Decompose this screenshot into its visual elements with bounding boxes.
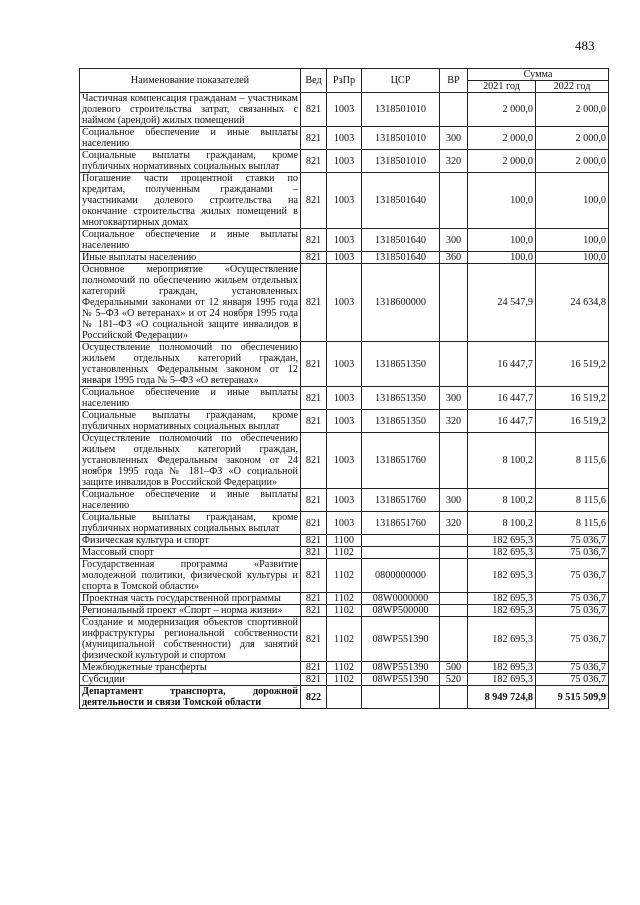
row-rzpr: 1003: [327, 93, 362, 127]
row-csr: 08W0000000: [362, 593, 440, 605]
row-rzpr: 1102: [327, 674, 362, 686]
row-name: Социальные выплаты гражданам, кроме публичных нормативных социальных выплат: [80, 150, 301, 173]
row-csr: 08WP551390: [362, 662, 440, 674]
row-name: Создание и модернизация объектов спортивной инфраструктуры региональной собственности (муниципальной собственности) для занятий физической культурой и спортом: [80, 617, 301, 662]
row-sum-2022: 16 519,2: [536, 387, 609, 410]
table-row: [80, 605, 609, 617]
row-sum-2022: 8 115,6: [536, 433, 609, 489]
row-ved: 821: [301, 674, 327, 686]
row-name: Департамент транспорта, дорожной деятельности и связи Томской области: [80, 686, 301, 709]
row-name: Проектная часть государственной программы: [80, 593, 301, 605]
row-ved: 821: [301, 512, 327, 535]
row-sum-2022: 75 036,7: [536, 605, 609, 617]
row-rzpr: 1100: [327, 535, 362, 547]
header-2022: 2022 год: [536, 81, 609, 93]
row-sum-2021: 182 695,3: [468, 559, 536, 593]
row-csr: [362, 535, 440, 547]
table-header: [80, 69, 609, 93]
table-row: [80, 173, 609, 229]
row-sum-2022: 24 634,8: [536, 264, 609, 342]
table-row: [80, 342, 609, 387]
row-name: Массовый спорт: [80, 547, 301, 559]
row-vr: 300: [440, 229, 468, 252]
row-csr: 08WP500000: [362, 605, 440, 617]
table-row: [80, 674, 609, 686]
header-name: Наименование показателей: [80, 69, 301, 93]
row-name: Социальное обеспечение и иные выплаты населению: [80, 387, 301, 410]
row-sum-2021: 24 547,9: [468, 264, 536, 342]
row-csr: 1318651760: [362, 489, 440, 512]
row-csr: 08WP551390: [362, 674, 440, 686]
row-vr: 320: [440, 512, 468, 535]
row-name: Частичная компенсация гражданам – участникам долевого строительства затрат, связанных с наймом (арендой) жилых помещений: [80, 93, 301, 127]
row-ved: 821: [301, 150, 327, 173]
row-sum-2022: 8 115,6: [536, 512, 609, 535]
header-sum: Сумма: [468, 69, 609, 81]
row-csr: 1318651760: [362, 433, 440, 489]
row-sum-2022: 75 036,7: [536, 547, 609, 559]
row-vr: [440, 686, 468, 709]
row-rzpr: 1102: [327, 547, 362, 559]
row-csr: [362, 686, 440, 709]
row-sum-2022: 16 519,2: [536, 410, 609, 433]
row-sum-2022: 100,0: [536, 173, 609, 229]
row-vr: [440, 264, 468, 342]
row-vr: [440, 547, 468, 559]
row-sum-2021: 100,0: [468, 173, 536, 229]
row-ved: 821: [301, 593, 327, 605]
row-vr: [440, 535, 468, 547]
row-sum-2021: 2 000,0: [468, 127, 536, 150]
row-sum-2022: 75 036,7: [536, 593, 609, 605]
row-rzpr: 1102: [327, 593, 362, 605]
table-row: [80, 547, 609, 559]
row-ved: 821: [301, 489, 327, 512]
row-csr: 1318501640: [362, 173, 440, 229]
row-name: Социальное обеспечение и иные выплаты населению: [80, 229, 301, 252]
row-sum-2021: 182 695,3: [468, 674, 536, 686]
row-ved: 821: [301, 387, 327, 410]
row-sum-2022: 2 000,0: [536, 150, 609, 173]
row-csr: 1318501010: [362, 150, 440, 173]
row-sum-2021: 182 695,3: [468, 662, 536, 674]
row-csr: 1318501640: [362, 252, 440, 264]
table-row: [80, 93, 609, 127]
row-rzpr: 1003: [327, 252, 362, 264]
row-ved: 821: [301, 410, 327, 433]
row-csr: 08WP551390: [362, 617, 440, 662]
row-csr: 1318600000: [362, 264, 440, 342]
row-vr: [440, 433, 468, 489]
row-vr: 300: [440, 387, 468, 410]
table-row: [80, 662, 609, 674]
row-sum-2022: 75 036,7: [536, 559, 609, 593]
table-row: [80, 150, 609, 173]
table-row: [80, 387, 609, 410]
budget-table: [79, 68, 609, 709]
row-vr: [440, 617, 468, 662]
row-name: Субсидии: [80, 674, 301, 686]
row-vr: 360: [440, 252, 468, 264]
row-csr: [362, 547, 440, 559]
row-csr: 1318651350: [362, 410, 440, 433]
row-sum-2022: 75 036,7: [536, 617, 609, 662]
row-sum-2021: 2 000,0: [468, 93, 536, 127]
table-row: [80, 535, 609, 547]
row-rzpr: 1102: [327, 617, 362, 662]
row-vr: 320: [440, 410, 468, 433]
row-csr: 0800000000: [362, 559, 440, 593]
table-row: [80, 559, 609, 593]
row-name: Социальные выплаты гражданам, кроме публичных нормативных социальных выплат: [80, 410, 301, 433]
row-ved: 821: [301, 229, 327, 252]
row-sum-2021: 182 695,3: [468, 617, 536, 662]
row-ved: 821: [301, 559, 327, 593]
row-vr: 500: [440, 662, 468, 674]
row-rzpr: 1003: [327, 150, 362, 173]
row-sum-2021: 100,0: [468, 252, 536, 264]
row-csr: 1318501010: [362, 127, 440, 150]
row-ved: 821: [301, 127, 327, 150]
row-sum-2021: 16 447,7: [468, 387, 536, 410]
row-csr: 1318501640: [362, 229, 440, 252]
row-ved: 821: [301, 547, 327, 559]
row-csr: 1318501010: [362, 93, 440, 127]
row-sum-2022: 2 000,0: [536, 127, 609, 150]
table-row: [80, 127, 609, 150]
row-rzpr: 1003: [327, 342, 362, 387]
row-sum-2021: 100,0: [468, 229, 536, 252]
row-rzpr: 1102: [327, 662, 362, 674]
row-sum-2021: 182 695,3: [468, 593, 536, 605]
table-row: [80, 410, 609, 433]
row-rzpr: 1003: [327, 433, 362, 489]
row-ved: 821: [301, 342, 327, 387]
row-vr: [440, 342, 468, 387]
row-csr: 1318651350: [362, 342, 440, 387]
row-vr: 300: [440, 127, 468, 150]
row-sum-2021: 182 695,3: [468, 547, 536, 559]
row-rzpr: 1003: [327, 264, 362, 342]
row-vr: 300: [440, 489, 468, 512]
row-sum-2021: 182 695,3: [468, 535, 536, 547]
row-rzpr: 1003: [327, 173, 362, 229]
row-sum-2021: 8 100,2: [468, 489, 536, 512]
row-rzpr: 1102: [327, 559, 362, 593]
table-body: [80, 93, 609, 709]
row-sum-2022: 75 036,7: [536, 674, 609, 686]
row-csr: 1318651350: [362, 387, 440, 410]
header-vr: ВР: [440, 69, 468, 93]
row-ved: 821: [301, 605, 327, 617]
row-rzpr: [327, 686, 362, 709]
row-ved: 821: [301, 252, 327, 264]
row-name: Социальные выплаты гражданам, кроме публичных нормативных социальных выплат: [80, 512, 301, 535]
table-row: [80, 512, 609, 535]
row-name: Иные выплаты населению: [80, 252, 301, 264]
table-row: [80, 264, 609, 342]
table-row: [80, 252, 609, 264]
row-ved: 821: [301, 93, 327, 127]
row-sum-2022: 75 036,7: [536, 662, 609, 674]
row-sum-2021: 8 949 724,8: [468, 686, 536, 709]
row-sum-2022: 75 036,7: [536, 535, 609, 547]
row-sum-2022: 9 515 509,9: [536, 686, 609, 709]
row-sum-2021: 8 100,2: [468, 433, 536, 489]
page-number: 483: [575, 38, 595, 53]
row-name: Межбюджетные трансферты: [80, 662, 301, 674]
row-rzpr: 1102: [327, 605, 362, 617]
table-row: [80, 617, 609, 662]
table-row: [80, 489, 609, 512]
row-ved: 821: [301, 535, 327, 547]
row-name: Государственная программа «Развитие молодежной политики, физической культуры и спорта в Томской области»: [80, 559, 301, 593]
row-name: Погашение части процентной ставки по кредитам, полученным гражданами – участниками долевого строительства на окончание строительства жилых помещений в многоквартирных домах: [80, 173, 301, 229]
row-sum-2022: 16 519,2: [536, 342, 609, 387]
row-vr: [440, 173, 468, 229]
row-vr: [440, 559, 468, 593]
row-rzpr: 1003: [327, 489, 362, 512]
row-sum-2022: 100,0: [536, 229, 609, 252]
row-vr: [440, 605, 468, 617]
table-row: [80, 433, 609, 489]
row-ved: 822: [301, 686, 327, 709]
row-name: Физическая культура и спорт: [80, 535, 301, 547]
table-row: [80, 229, 609, 252]
row-rzpr: 1003: [327, 387, 362, 410]
row-rzpr: 1003: [327, 512, 362, 535]
row-name: Региональный проект «Спорт – норма жизни»: [80, 605, 301, 617]
row-vr: [440, 593, 468, 605]
row-sum-2021: 16 447,7: [468, 342, 536, 387]
row-name: Основное мероприятие «Осуществление полномочий по обеспечению жильем отдельных категорий граждан, установленных Федеральными законами от 12 января 1995 года № 5–ФЗ «О ветеранах» и от 24 ноября 1995 года № 181–ФЗ «О социальной защите инвалидов в Российской Федерации»: [80, 264, 301, 342]
row-name: Социальное обеспечение и иные выплаты населению: [80, 127, 301, 150]
table-row: [80, 686, 609, 709]
row-name: Социальное обеспечение и иные выплаты населению: [80, 489, 301, 512]
row-rzpr: 1003: [327, 410, 362, 433]
header-rzpr: РзПр: [327, 69, 362, 93]
row-sum-2021: 16 447,7: [468, 410, 536, 433]
row-sum-2021: 8 100,2: [468, 512, 536, 535]
row-ved: 821: [301, 173, 327, 229]
row-vr: 320: [440, 150, 468, 173]
table-row: [80, 593, 609, 605]
row-vr: 520: [440, 674, 468, 686]
header-ved: Вед: [301, 69, 327, 93]
header-2021: 2021 год: [468, 81, 536, 93]
row-name: Осуществление полномочий по обеспечению жильем отдельных категорий граждан, установленных Федеральным законом от 24 ноября 1995 года № 181–ФЗ «О социальной защите инвалидов в Российской Федерации»: [80, 433, 301, 489]
row-ved: 821: [301, 662, 327, 674]
row-sum-2022: 100,0: [536, 252, 609, 264]
header-csr: ЦСР: [362, 69, 440, 93]
row-name: Осуществление полномочий по обеспечению жильем отдельных категорий граждан, установленных Федеральным законом от 12 января 1995 года № 5–ФЗ «О ветеранах»: [80, 342, 301, 387]
row-rzpr: 1003: [327, 127, 362, 150]
row-vr: [440, 93, 468, 127]
row-ved: 821: [301, 433, 327, 489]
row-sum-2022: 2 000,0: [536, 93, 609, 127]
row-csr: 1318651760: [362, 512, 440, 535]
row-ved: 821: [301, 617, 327, 662]
row-sum-2022: 8 115,6: [536, 489, 609, 512]
row-sum-2021: 182 695,3: [468, 605, 536, 617]
row-sum-2021: 2 000,0: [468, 150, 536, 173]
row-ved: 821: [301, 264, 327, 342]
row-rzpr: 1003: [327, 229, 362, 252]
